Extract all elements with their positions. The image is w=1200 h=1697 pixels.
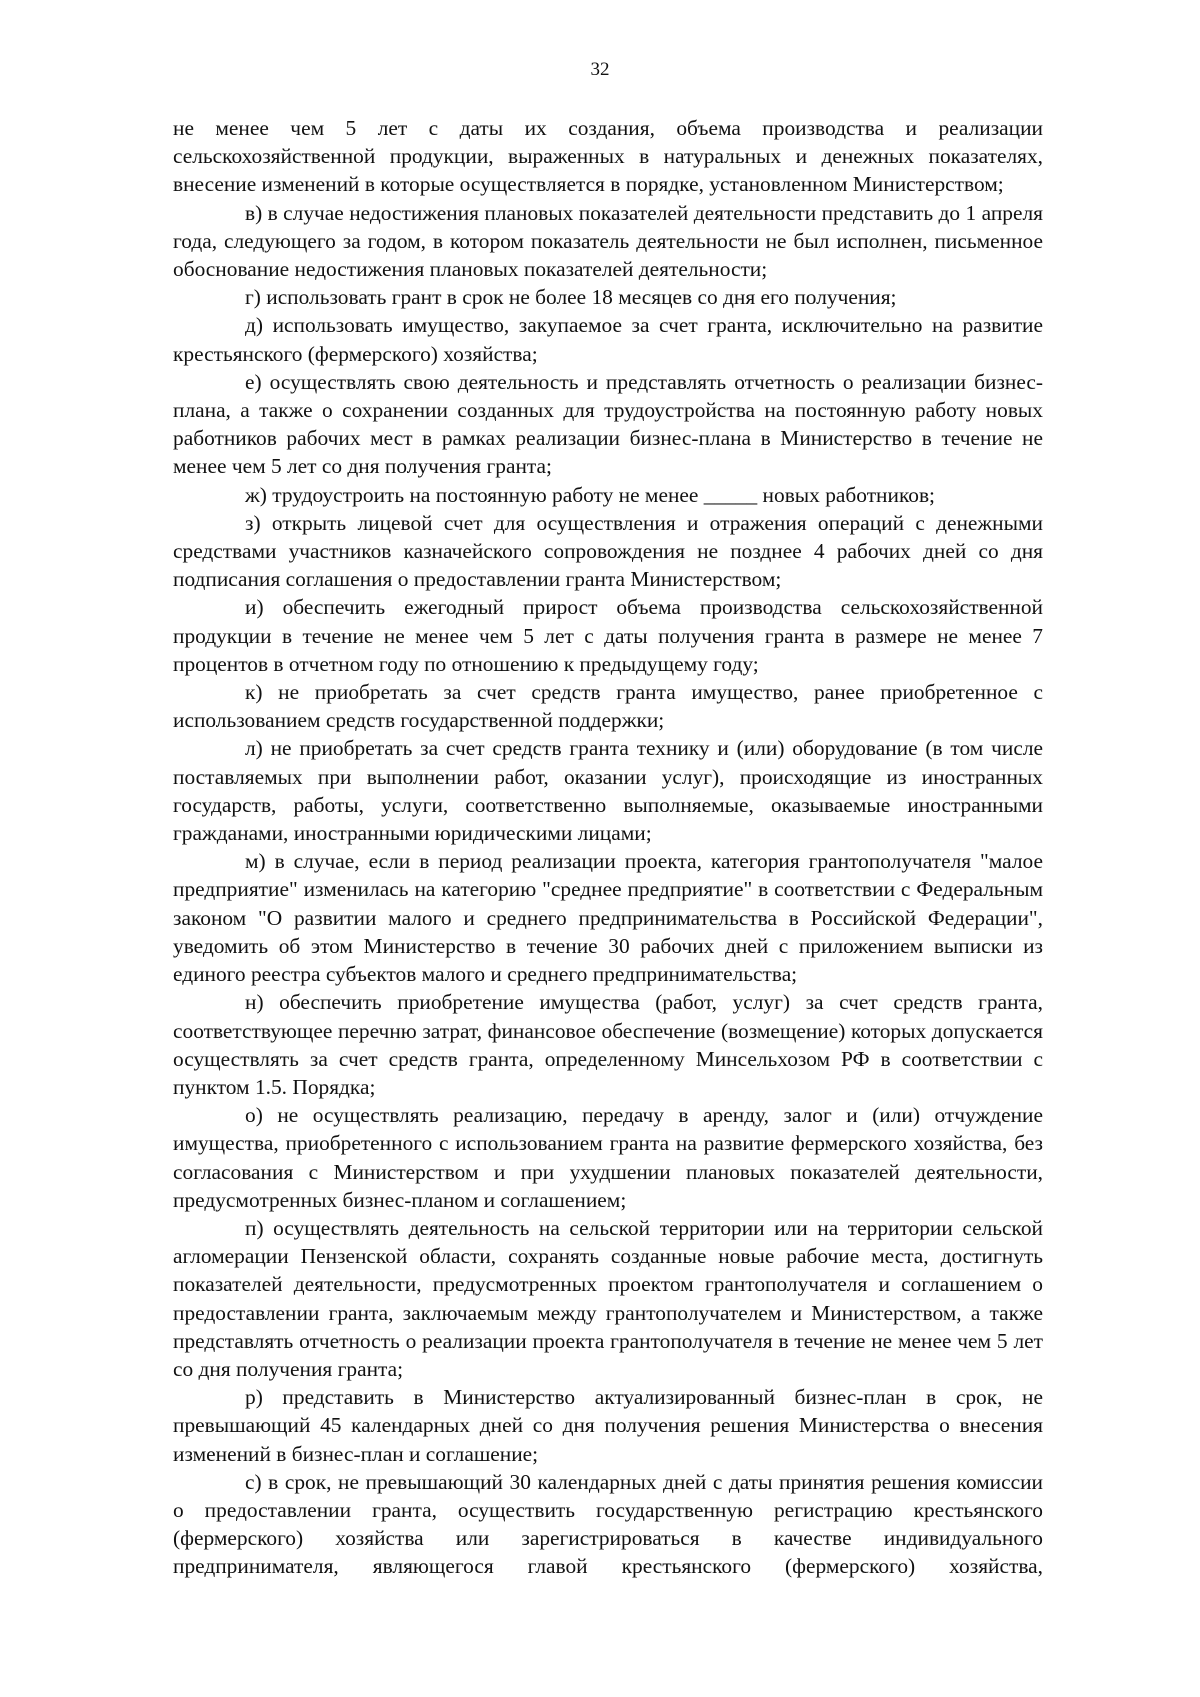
paragraph-item-n: н) обеспечить приобретение имущества (работ, услуг) за счет средств гранта, соответствующее перечню затрат, финансовое обеспечение (возмещение) которых допускается осуществлять за счет средств гранта, определенному Минсельхозом РФ в соответствии с пунктом 1.5. Порядка; bbox=[173, 990, 1043, 1099]
paragraph-item-zh: ж) трудоустроить на постоянную работу не менее _____ новых работников; bbox=[245, 482, 935, 507]
document-body bbox=[173, 114, 1043, 1581]
paragraph-item-d: д) использовать имущество, закупаемое за счет гранта, исключительно на развитие крестьянского (фермерского) хозяйства; bbox=[173, 313, 1043, 366]
paragraph-item-e: е) осуществлять свою деятельность и представлять отчетность о реализации бизнес-плана, а также о сохранении созданных для трудоустройства на постоянную работу новых работников рабочих мест в рамках реализации бизнес-плана в Министерство в течение не менее чем 5 лет со дня получения гранта; bbox=[173, 369, 1043, 479]
paragraph-item-m: м) в случае, если в период реализации проекта, категория грантополучателя "малое предприятие" изменилась на категорию "среднее предприятие" в соответствии с Федеральным законом "О развитии малого и среднего предпринимательства в Российской Федерации", уведомить об этом Министерство в течение 30 рабочих дней с приложением выписки из единого реестра субъектов малого и среднего предпринимательства; bbox=[173, 849, 1043, 987]
paragraph-item-i: и) обеспечить ежегодный прирост объема производства сельскохозяйственной продукции в течение не менее чем 5 лет с даты получения гранта в размере не менее 7 процентов в отчетном году по отношению к предыдущему году; bbox=[173, 595, 1043, 676]
paragraph-item-k: к) не приобретать за счет средств гранта имущество, ранее приобретенное с использованием средств государственной поддержки; bbox=[173, 680, 1043, 733]
paragraph-item-p: п) осуществлять деятельность на сельской территории или на территории сельской агломерации Пензенской области, сохранять созданные новые рабочие места, достигнуть показателей деятельности, предусмотренных проектом грантополучателя и соглашением о предоставлении гранта, заключаемым между грантополучателем и Министерством, а также представлять отчетность о реализации проекта грантополучателя в течение не менее чем 5 лет со дня получения гранта; bbox=[173, 1215, 1043, 1381]
paragraph-item-o: о) не осуществлять реализацию, передачу в аренду, залог и (или) отчуждение имущества, приобретенного с использованием гранта на развитие фермерского хозяйства, без согласования с Министерством и при ухудшении плановых показателей деятельности, предусмотренных бизнес-планом и соглашением; bbox=[173, 1103, 1043, 1212]
paragraph-item-r: р) представить в Министерство актуализированный бизнес-план в срок, не превышающий 45 календарных дней со дня получения решения Министерства о внесения изменений в бизнес-план и соглашение; bbox=[173, 1385, 1043, 1466]
paragraph-continuation: не менее чем 5 лет с даты их создания, объема производства и реализации сельскохозяйственной продукции, выраженных в натуральных и денежных показателях, внесение изменений в которые осуществляется в порядке, установленном Министерством; bbox=[173, 116, 1043, 197]
page-number: 32 bbox=[590, 59, 610, 80]
paragraph-item-v: в) в случае недостижения плановых показателей деятельности представить до 1 апреля года, следующего за годом, в котором показатель деятельности не был исполнен, письменное обоснование недостижения плановых показателей деятельности; bbox=[173, 200, 1043, 282]
paragraph-item-g: г) использовать грант в срок не более 18 месяцев со дня его получения; bbox=[245, 285, 897, 310]
paragraph-item-s: с) в срок, не превышающий 30 календарных дней с даты принятия решения комиссии о предоставлении гранта, осуществить государственную регистрацию крестьянского (фермерского) хозяйства или зарегистрироваться в качестве индивидуального предпринимателя, являющегося главой крестьянского (фермерского) хозяйства, bbox=[173, 1469, 1043, 1579]
paragraph-item-l: л) не приобретать за счет средств гранта технику и (или) оборудование (в том числе поставляемых при выполнении работ, оказании услуг), происходящие из иностранных государств, работы, услуги, соответственно выполняемые, оказываемые иностранными гражданами, иностранными юридическими лицами; bbox=[173, 736, 1043, 846]
paragraph-item-z: з) открыть лицевой счет для осуществления и отражения операций с денежными средствами участников казначейского сопровождения не позднее 4 рабочих дней со дня подписания соглашения о предоставлении гранта Министерством; bbox=[173, 510, 1043, 592]
